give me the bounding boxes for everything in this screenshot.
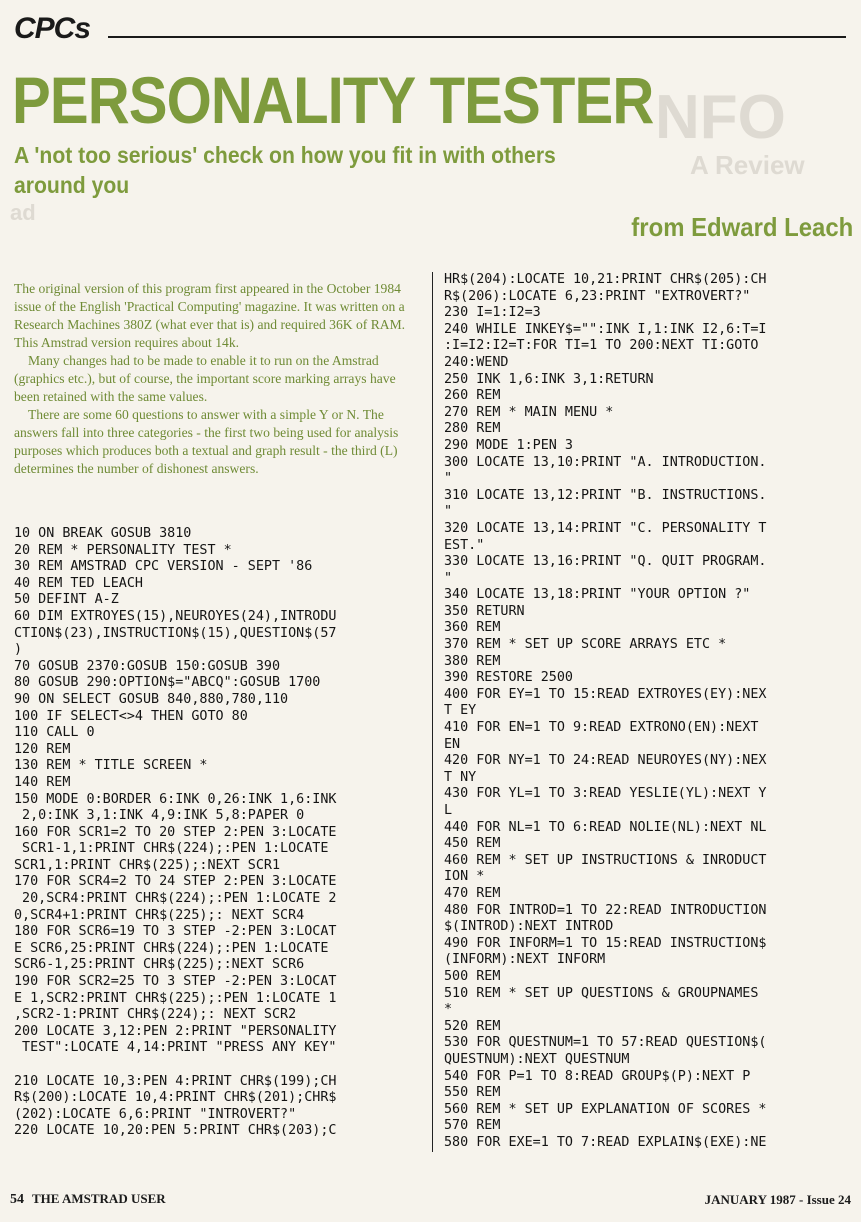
show-through-text: ad [10, 200, 36, 225]
intro-paragraph: There are some 60 questions to answer with a simple Y or N. The answers fall into three categories - the first two being used for analysis purposes which produces both a textual and graph result - the third (L) determines the number of dishonest answers. [14, 407, 399, 476]
footer-left [10, 1191, 166, 1208]
article-standfirst: A 'not too serious' check on how you fit in with others around you [14, 142, 556, 198]
show-through-text: NFO [655, 83, 786, 152]
section-rule [108, 36, 846, 38]
intro-paragraph: Many changes had to be made to enable it to run on the Amstrad (graphics etc.), but of course, the important score marking arrays have been retained with the same values. [14, 353, 396, 404]
article-headline: PERSONALITY TESTER [12, 63, 654, 137]
column-divider [432, 272, 433, 1152]
issue-label: JANUARY 1987 - Issue 24 [704, 1192, 851, 1207]
show-through-text: A Review [690, 150, 805, 180]
page-number: 54 [10, 1192, 24, 1207]
program-listing-left: 10 ON BREAK GOSUB 3810 20 REM * PERSONALITY TEST * 30 REM AMSTRAD CPC VERSION - SEPT '86 40 REM TED LEACH 50 DEFINT A-Z 60 DIM EXTROYES(15),NEUROYES(24),INTRODU CTION$(23),INSTRUCTION$(15),QUESTION$(57 ) 70 GOSUB 2370:GOSUB 150:GOSUB 390 80 GOSUB 290:OPTION$="ABCQ":GOSUB 1700 90 ON SELECT GOSUB 840,880,780,110 100 IF SELECT<>4 THEN GOTO 80 110 CALL 0 120 REM 130 REM * TITLE SCREEN * 140 REM 150 MODE 0:BORDER 6:INK 0,26:INK 1,6:INK 2,0:INK 3,1:INK 4,9:INK 5,8:PAPER 0 160 FOR SCR1=2 TO 20 STEP 2:PEN 3:LOCATE SCR1-1,1:PRINT CHR$(224);:PEN 1:LOCATE SCR1,1:PRINT CHR$(225);:NEXT SCR1 170 FOR SCR4=2 TO 24 STEP 2:PEN 3:LOCATE 20,SCR4:PRINT CHR$(224);:PEN 1:LOCATE 2 0,SCR4+1:PRINT CHR$(225);: NEXT SCR4 180 FOR SCR6=19 TO 3 STEP -2:PEN 3:LOCAT E SCR6,25:PRINT CHR$(224);:PEN 1:LOCATE SCR6-1,25:PRINT CHR$(225);:NEXT SCR6 190 FOR SCR2=25 TO 3 STEP -2:PEN 3:LOCAT E 1,SCR2:PRINT CHR$(225);:PEN 1:LOCATE 1 ,SCR2-1:PRINT CHR$(224);: NEXT SCR2 200 LOCATE 3,12:PEN 2:PRINT "PERSONALITY TEST":LOCATE 4,14:PRINT "PRESS ANY KEY" 210 LOCATE 10,3:PEN 4:PRINT CHR$(199);CH R$(200):LOCATE 10,4:PRINT CHR$(201);CHR$ (202):LOCATE 6,6:PRINT "INTROVERT?" 220 LOCATE 10,20:PEN 5:PRINT CHR$(203);C [14, 526, 337, 1139]
intro-text [14, 280, 409, 478]
intro-paragraph: The original version of this program first appeared in the October 1984 issue of the English 'Practical Computing' magazine. It was written on a Research Machines 380Z (what ever that is) and required 36K of RAM. This Amstrad version requires about 14k. [14, 281, 406, 350]
article-byline: from Edward Leach [631, 212, 853, 242]
magazine-name: THE AMSTRAD USER [32, 1191, 166, 1206]
program-listing-right: HR$(204):LOCATE 10,21:PRINT CHR$(205):CH R$(206):LOCATE 6,23:PRINT "EXTROVERT?" 230 I=1:I2=3 240 WHILE INKEY$="":INK I,1:INK I2,6:T=I :I=I2:I2=T:FOR TI=1 TO 200:NEXT TI:GOTO 240:WEND 250 INK 1,6:INK 3,1:RETURN 260 REM 270 REM * MAIN MENU * 280 REM 290 MODE 1:PEN 3 300 LOCATE 13,10:PRINT "A. INTRODUCTION. " 310 LOCATE 13,12:PRINT "B. INSTRUCTIONS. " 320 LOCATE 13,14:PRINT "C. PERSONALITY T EST." 330 LOCATE 13,16:PRINT "Q. QUIT PROGRAM. " 340 LOCATE 13,18:PRINT "YOUR OPTION ?" 350 RETURN 360 REM 370 REM * SET UP SCORE ARRAYS ETC * 380 REM 390 RESTORE 2500 400 FOR EY=1 TO 15:READ EXTROYES(EY):NEX T EY 410 FOR EN=1 TO 9:READ EXTRONO(EN):NEXT EN 420 FOR NY=1 TO 24:READ NEUROYES(NY):NEX T NY 430 FOR YL=1 TO 3:READ YESLIE(YL):NEXT Y L 440 FOR NL=1 TO 6:READ NOLIE(NL):NEXT NL 450 REM 460 REM * SET UP INSTRUCTIONS & INRODUCT ION * 470 REM 480 FOR INTROD=1 TO 22:READ INTRODUCTION $(INTROD):NEXT INTROD 490 FOR INFORM=1 TO 15:READ INSTRUCTION$ (INFORM):NEXT INFORM 500 REM 510 REM * SET UP QUESTIONS & GROUPNAMES * 520 REM 530 FOR QUESTNUM=1 TO 57:READ QUESTION$( QUESTNUM):NEXT QUESTNUM 540 FOR P=1 TO 8:READ GROUP$(P):NEXT P 550 REM 560 REM * SET UP EXPLANATION OF SCORES * 570 REM 580 FOR EXE=1 TO 7:READ EXPLAIN$(EXE):NE [444, 272, 767, 1150]
section-label: CPCs [14, 12, 91, 45]
